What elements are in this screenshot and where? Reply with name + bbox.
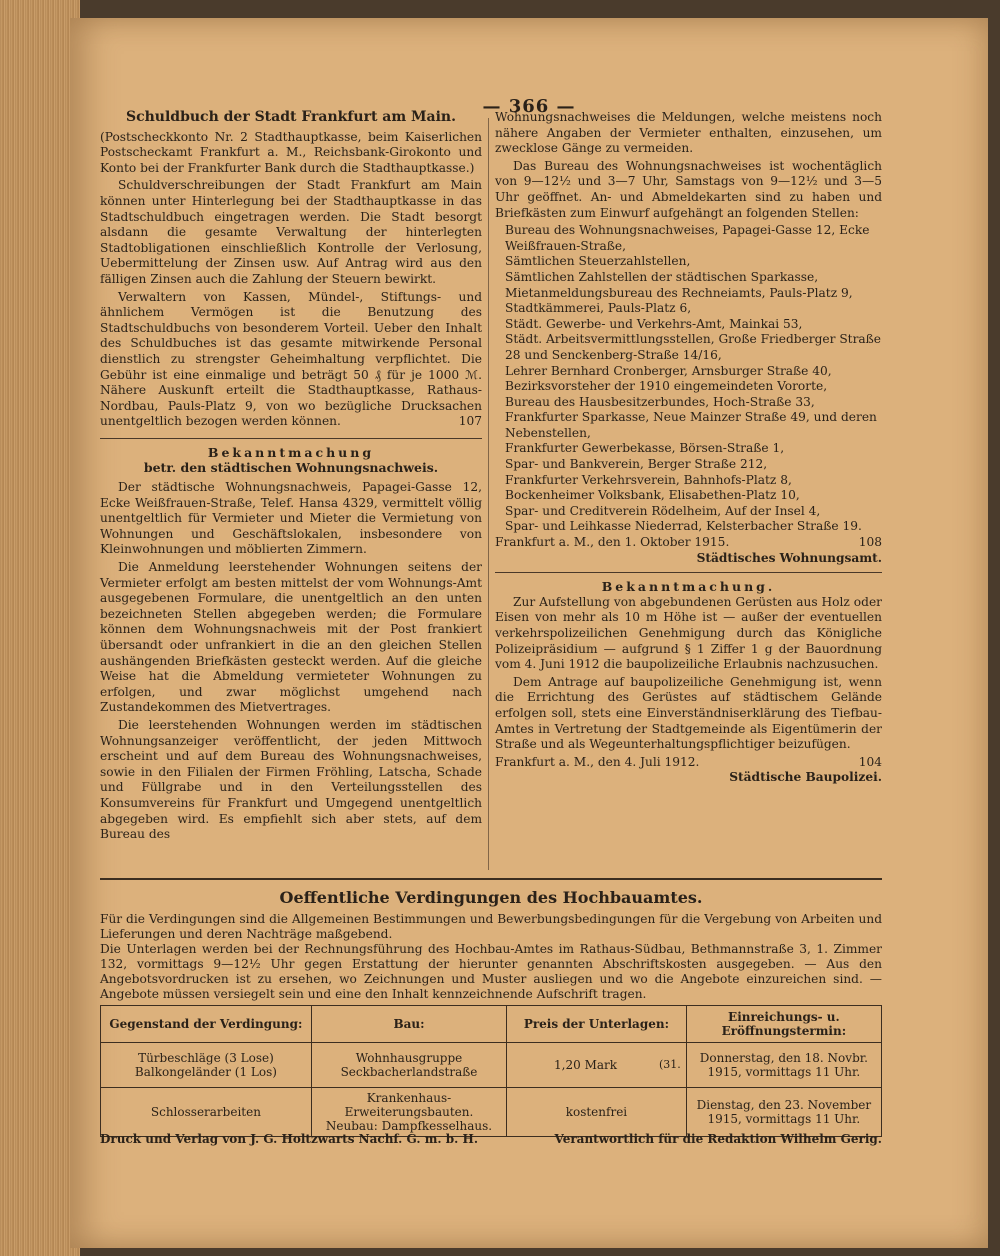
list-item: Städt. Arbeitsvermittlungsstellen, Große Friedberger Straße 28 und Senckenberg-Straße 14/16,: [505, 332, 882, 362]
column-header: Einreichungs- u. Eröffnungstermin:: [686, 1006, 881, 1043]
table-cell: Krankenhaus-Erweiterungsbauten. Neubau: Dampfkesselhaus.: [311, 1088, 506, 1137]
row-number: (31.: [658, 1058, 681, 1071]
table-cell: 1,20 Mark (31.: [507, 1043, 687, 1088]
tender-para-2: Die Unterlagen werden bei der Rechnungsführung des Hochbau-Amtes im Rathaus-Südbau, Bethmannstraße 3, 1. Zimmer 132, vormittags 9—12½ Uhr gegen Erstattung der hierunter genannten Abschriftskosten ausgegeben. — Aus den Angebotsvordrucken ist zu ersehen, wo Zeichnungen und Muster ausliegen und wo die Angebote einzureichen sind. — Angebote müssen versiegelt sein und eine den Inhalt kennzeichnende Aufschrift tragen.: [100, 942, 882, 1001]
dateline-2: [495, 755, 882, 771]
book-page-edges: [0, 0, 80, 1256]
publisher: Druck und Verlag von J. G. Holtzwarts Nachf. G. m. b. H.: [100, 1132, 479, 1146]
column-header: Bau:: [311, 1006, 506, 1043]
signature: Städtische Baupolizei.: [729, 770, 882, 785]
column-header: Gegenstand der Verdingung:: [101, 1006, 312, 1043]
scaffold-para-1: Zur Aufstellung von abgebundenen Gerüsten aus Holz oder Eisen von mehr als 10 m Höhe ist — außer der eventuellen verkehrspolizeilichen Genehmigung durch das Königliche Polizeipräsidium — aufgrund § 1 Ziffer 1 g der Bauordnung vom 4. Juni 1912 die baupolizeiliche Erlaubnis nachzusuchen.: [495, 594, 882, 672]
schuldbuch-para-1: Schuldverschreibungen der Stadt Frankfurt am Main können unter Hinterlegung bei der Stadthauptkasse in das Stadtschuldbuch eingetragen werden. Die Stadt besorgt alsdann die gesamte Verwaltung der hinterlegten Stadtobligationen einschließlich Kontrolle der Verlosung, Uebermittelung der Zinsen usw. Auf Antrag wird aus den fälligen Zinsen auch die Zahlung der Steuern bewirkt.: [100, 178, 482, 286]
office-list: [495, 223, 882, 535]
list-item: Frankfurter Gewerbekasse, Börsen-Straße 1,: [505, 441, 785, 456]
tender-title: Oeffentliche Verdingungen des Hochbauamtes.: [279, 888, 703, 907]
schuldbuch-para-2: Verwaltern von Kassen, Mündel-, Stiftungs- und ähnlichem Vermögen ist die Benutzung des Stadtschuldbuchs von besonderem Vorteil. Ueber den Inhalt des Schuldbuches ist das gesamte mitwirkende Personal dienstlich zu strengster Geheimhaltung verpflichtet. Die Gebühr ist eine einmalige und beträgt 50 ₰ für je 1000 ℳ. Nähere Auskunft erteilt die Stadthauptkasse, Rathaus-Nordbau, Pauls-Platz 9, von wo bezügliche Drucksachen unentgeltlich bezogen werden können. 107: [100, 289, 482, 429]
tender-para-1: Für die Verdingungen sind die Allgemeinen Bestimmungen und Bewerbungsbedingungen für die Vergebung von Arbeiten und Lieferungen und deren Nachträge maßgebend.: [100, 912, 882, 941]
housing-para-1: Der städtische Wohnungsnachweis, Papagei-Gasse 12, Ecke Weißfrauen-Straße, Telef. Hansa 4329, vermittelt völlig unentgeltlich für Vermieter und Mieter die Vermietung von Wohnungen und Geschäftslokalen, insbesondere von Kleinwohnungen und möblierten Zimmern.: [100, 480, 482, 557]
list-item: Sämtlichen Zahlstellen der städtischen Sparkasse,: [505, 269, 819, 284]
list-item: Spar- und Creditverein Rödelheim, Auf der Insel 4,: [505, 503, 821, 518]
editor: Verantwortlich für die Redaktion Wilhelm Gerig.: [554, 1132, 882, 1146]
column-header: Preis der Unterlagen:: [507, 1006, 687, 1043]
table-header-row: [101, 1006, 882, 1043]
housing-para-4: Wohnungsnachweises die Meldungen, welche meistens noch nähere Angaben der Vermieter enthalten, einzusehen, um zwecklose Gänge zu vermeiden.: [495, 110, 882, 156]
table-cell: Türbeschläge (3 Lose) Balkongeländer (1 Los): [101, 1043, 312, 1088]
tender-table: [100, 1005, 882, 1137]
dateline-1: [495, 535, 882, 551]
notice-number: 108: [858, 535, 882, 550]
list-item: Lehrer Bernhard Cronberger, Arnsburger Straße 40,: [505, 363, 832, 378]
notice-number: 107: [458, 414, 482, 429]
list-item: Stadtkämmerei, Pauls-Platz 6,: [505, 301, 692, 316]
list-item: Frankfurter Sparkasse, Neue Mainzer Straße 49, und deren Nebenstellen,: [505, 410, 877, 440]
table-row: [101, 1088, 882, 1137]
table-cell: Wohnhausgruppe Seckbacherlandstraße: [311, 1043, 506, 1088]
page-number: — 366 —: [482, 96, 576, 117]
schuldbuch-accounts: (Postscheckkonto Nr. 2 Stadthauptkasse, beim Kaiserlichen Postscheckamt Frankfurt a. M., Reichsbank-Girokonto und Konto bei der Frankfurter Bank durch die Stadthauptkasse.): [100, 129, 482, 175]
right-column: [495, 110, 882, 786]
section-divider: [100, 878, 882, 880]
list-item: Bezirksvorsteher der 1910 eingemeindeten Vororte,: [505, 379, 828, 394]
imprint: [100, 1132, 882, 1146]
divider: [495, 572, 882, 573]
table-row: [101, 1043, 882, 1088]
date: Frankfurt a. M., den 4. Juli 1912.: [495, 754, 700, 769]
tender-text: [100, 912, 882, 1002]
list-item: Bureau des Hausbesitzerbundes, Hoch-Straße 33,: [505, 394, 815, 409]
table-cell: Schlosserarbeiten: [101, 1088, 312, 1137]
table-cell: Donnerstag, den 18. Novbr. 1915, vormittags 11 Uhr.: [686, 1043, 881, 1088]
signature: Städtisches Wohnungsamt.: [696, 550, 882, 565]
date: Frankfurt a. M., den 1. Oktober 1915.: [495, 535, 730, 550]
notice-number: 104: [858, 754, 882, 769]
list-item: Sämtlichen Steuerzahlstellen,: [505, 254, 691, 269]
list-item: Spar- und Leihkasse Niederrad, Kelsterbacher Straße 19.: [505, 519, 862, 534]
table-cell: kostenfrei: [507, 1088, 687, 1137]
notice-title: Bekanntmachung.: [601, 579, 776, 595]
schuldbuch-title: Schuldbuch der Stadt Frankfurt am Main.: [125, 109, 456, 125]
list-item: Frankfurter Verkehrsverein, Bahnhofs-Platz 8,: [505, 472, 792, 487]
scaffold-para-2: Dem Antrage auf baupolizeiliche Genehmigung ist, wenn die Errichtung des Gerüstes auf städtischem Gelände erfolgen soll, stets eine Einverständniserklärung des Tiefbau-Amtes in Vertretung der Stadtgemeinde als Eigentümerin der Straße und als Wegeunterhaltungspflichtiger beizufügen.: [495, 674, 882, 752]
table-cell: Dienstag, den 23. November 1915, vormittags 11 Uhr.: [686, 1088, 881, 1137]
divider: [100, 438, 482, 439]
housing-para-3: Die leerstehenden Wohnungen werden im städtischen Wohnungsanzeiger veröffentlicht, der jeden Mittwoch erscheint und auf dem Bureau des Wohnungsnachweises, sowie in den Filialen der Firmen Fröhling, Latscha, Schade und Füllgrabe und in den Verteilungsstellen des Konsumvereins für Frankfurt und Umgegend unentgeltlich abgegeben wird. Es empfiehlt sich aber stets, auf dem Bureau des: [100, 717, 482, 842]
list-item: Bockenheimer Volksbank, Elisabethen-Platz 10,: [505, 488, 800, 503]
list-item: Bureau des Wohnungsnachweises, Papagei-Gasse 12, Ecke Weißfrauen-Straße,: [505, 223, 870, 253]
list-item: Städt. Gewerbe- und Verkehrs-Amt, Mainkai 53,: [505, 316, 803, 331]
notice-subtitle: betr. den städtischen Wohnungsnachweis.: [143, 460, 439, 476]
notice-title: Bekanntmachung: [207, 444, 375, 460]
list-item: Mietanmeldungsbureau des Rechneiamts, Pauls-Platz 9,: [505, 285, 853, 300]
housing-para-2: Die Anmeldung leerstehender Wohnungen seitens der Vermieter erfolgt am besten mittelst der vom Wohnungs-Amt ausgegebenen Formulare, die unentgeltlich an den unten bezeichneten Stellen abgegeben werden; die Formulare können dem Wohnungsnachweis mit der Post frankiert übersandt oder unfrankiert in die an den gleichen Stellen aushängenden Briefkästen gesteckt werden. Auf die gleiche Weise hat die Abmeldung vermieteter Wohnungen zu erfolgen, und zwar möglichst umgehend nach Zustandekommen des Mietvertrages.: [100, 560, 482, 715]
list-item: Spar- und Bankverein, Berger Straße 212,: [505, 457, 768, 472]
left-column: [100, 110, 482, 845]
column-divider: [488, 118, 489, 870]
housing-para-5: Das Bureau des Wohnungsnachweises ist wochentäglich von 9—12½ und 3—7 Uhr, Samstags von 9—12½ und 3—5 Uhr geöffnet. An- und Abmeldekarten sind zu haben und Briefkästen zum Einwurf aufgehängt an folgenden Stellen:: [495, 158, 882, 220]
